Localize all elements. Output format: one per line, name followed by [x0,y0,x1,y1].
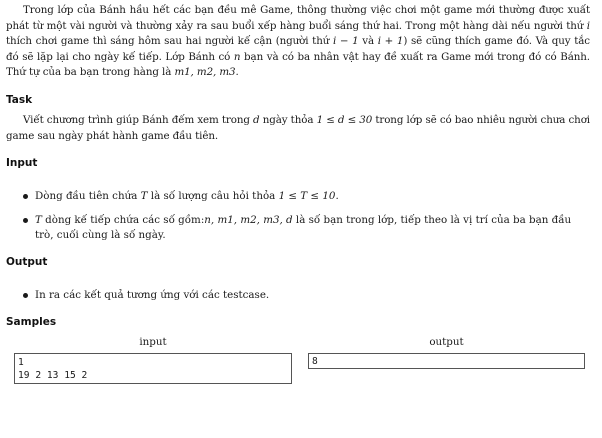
input-bullet-list [6,189,590,204]
math-n: n [233,50,241,63]
bullet-icon [23,293,28,298]
math-i-plus-1: i + 1 [377,35,404,47]
output-bullet-list [6,288,590,303]
math-i: i [586,19,590,32]
bullet-icon [23,218,28,223]
sample-output-label: output [429,336,464,348]
samples-heading: Samples [6,316,57,328]
bullet-icon [23,194,28,199]
input-bullet-1: Dòng đầu tiên chứa T là số lượng câu hỏi thỏa 1 ≤ T ≤ 10. [6,189,590,204]
sample-input-line: 19 2 13 15 2 [18,370,88,381]
task-paragraph: Viết chương trình giúp Bánh đếm xem trong d ngày thỏa 1 ≤ d ≤ 30 trong lớp sẽ có bao nhiêu người chưa chơi game sau ngày phát hành game đầu tiên. [6,114,590,142]
sample-output-line: 8 [312,356,318,367]
math-positions: m1, m2, m3 [174,66,236,78]
input-heading: Input [6,157,38,169]
math-d-constraint: 1 ≤ d ≤ 30 [316,114,373,126]
sample-output-box[interactable] [308,353,585,369]
task-heading: Task [6,94,33,106]
math-i-minus-1: i − 1 [332,35,359,47]
sample-input-label: input [139,336,167,348]
sample-input-line: 1 [18,357,24,368]
output-bullet-1: In ra các kết quả tương ứng với các testcase. [6,288,590,303]
sample-input-box[interactable] [14,353,292,384]
intro-paragraph: Trong lớp của Bánh hầu hết các bạn đều mê Game, thông thường việc chơi một game mới thường được xuất phát từ một vài người và thường xảy ra sau buổi xếp hàng buổi sáng thứ hai. Trong một hàng dài nếu người thứ i thích chơi game thì sáng hôm sau hai người kế cận (người thứ i − 1 và i + 1) sẽ cũng thích game đó. Và quy tắc đó sẽ lặp lại cho ngày kế tiếp. Lớp Bánh có n bạn và có ba nhân vật hay đề xuất ra Game mới trong đó có Bánh. Thứ tự của ba bạn trong hàng là m1, m2, m3. [6,4,590,78]
input-bullet-list-2 [6,213,590,243]
output-heading: Output [6,256,48,268]
input-bullet-2: T dòng kế tiếp chứa các số gồm:n, m1, m2, m3, d là số bạn trong lớp, tiếp theo là vị trí của ba bạn đầu trò, cuối cùng là số ngày. [6,213,590,243]
math-d: d [253,114,260,126]
